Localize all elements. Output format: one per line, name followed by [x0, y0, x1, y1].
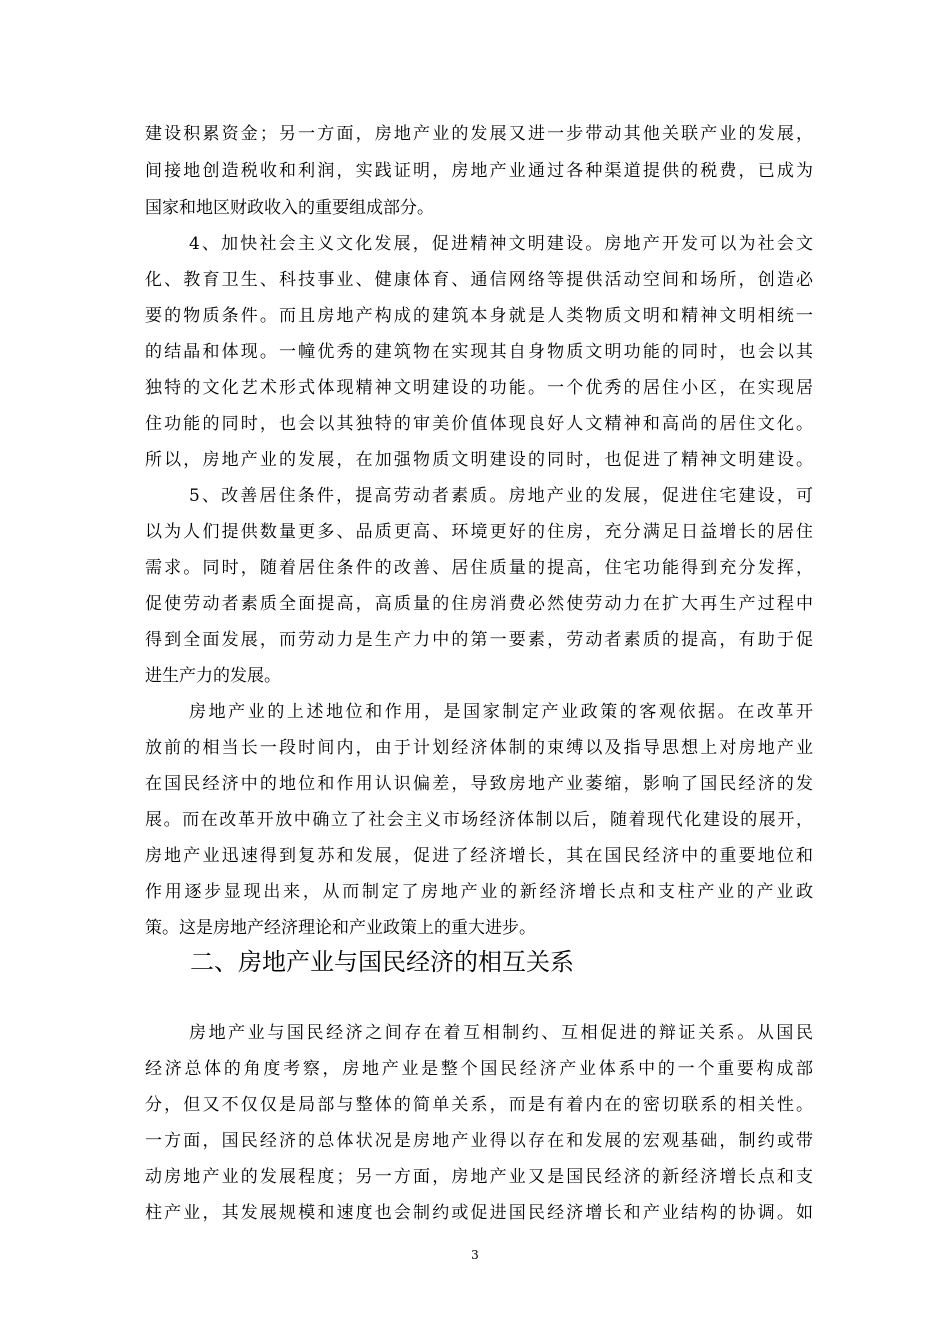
body-text-line: 间接地创造税收和利润，实践证明，房地产业通过各种渠道提供的税费，已成为	[145, 161, 813, 181]
body-text-line: 的结晶和体现。一幢优秀的建筑物在实现其自身物质文明功能的同时，也会以其	[145, 342, 813, 362]
body-text-line: 策。这是房地产经济理论和产业政策上的重大进步。	[145, 918, 536, 938]
body-text-line: 经济总体的角度考察，房地产业是整个国民经济产业体系中的一个重要构成部	[145, 1059, 813, 1079]
body-text-line: 房地产业的上述地位和作用，是国家制定产业政策的客观依据。在改革开	[189, 702, 813, 722]
body-text-line: 分，但又不仅仅是局部与整体的简单关系，而是有着内在的密切联系的相关性。	[145, 1095, 813, 1115]
body-text-line: 柱产业，其发展规模和速度也会制约或促进国民经济增长和产业结构的协调。如	[145, 1203, 813, 1223]
body-text-line: 独特的文化艺术形式体现精神文明建设的功能。一个优秀的居住小区，在实现居	[145, 378, 813, 398]
body-text-line: 以为人们提供数量更多、品质更高、环境更好的住房，充分满足日益增长的居住	[145, 522, 813, 542]
page-number: 3	[471, 1248, 479, 1262]
body-text-line: 得到全面发展，而劳动力是生产力中的第一要素，劳动者素质的提高，有助于促	[145, 630, 813, 650]
body-text-line: 在国民经济中的地位和作用认识偏差，导致房地产业萎缩，影响了国民经济的发	[145, 774, 813, 794]
body-text-line: 需求。同时，随着居住条件的改善、居住质量的提高，住宅功能得到充分发挥，	[145, 558, 813, 578]
body-text-line: 5、改善居住条件，提高劳动者素质。房地产业的发展，促进住宅建设，可	[189, 486, 813, 506]
body-text-line: 房地产业与国民经济之间存在着互相制约、互相促进的辩证关系。从国民	[189, 1023, 813, 1043]
body-text-line: 进生产力的发展。	[145, 666, 281, 686]
body-text-line: 4、加快社会主义文化发展，促进精神文明建设。房地产开发可以为社会文	[189, 234, 813, 254]
body-text-line: 化、教育卫生、科技事业、健康体育、通信网络等提供活动空间和场所，创造必	[145, 270, 813, 290]
section-heading: 二、房地产业与国民经济的相互关系	[190, 948, 574, 976]
body-text-line: 展。而在改革开放中确立了社会主义市场经济体制以后，随着现代化建设的展开，	[145, 810, 813, 830]
body-text-line: 房地产业迅速得到复苏和发展，促进了经济增长，其在国民经济中的重要地位和	[145, 846, 813, 866]
body-text-line: 一方面，国民经济的总体状况是房地产业得以存在和发展的宏观基础，制约或带	[145, 1131, 813, 1151]
body-text-line: 所以，房地产业的发展，在加强物质文明建设的同时，也促进了精神文明建设。	[145, 450, 813, 470]
body-text-line: 建设积累资金；另一方面，房地产业的发展又进一步带动其他关联产业的发展，	[145, 124, 813, 144]
body-text-line: 促使劳动者素质全面提高，高质量的住房消费必然使劳动力在扩大再生产过程中	[145, 594, 813, 614]
body-text-line: 要的物质条件。而且房地产构成的建筑本身就是人类物质文明和精神文明相统一	[145, 306, 813, 326]
body-text-line: 住功能的同时，也会以其独特的审美价值体现良好人文精神和高尚的居住文化。	[145, 414, 813, 434]
body-text-line: 动房地产业的发展程度；另一方面，房地产业又是国民经济的新经济增长点和支	[145, 1167, 813, 1187]
body-text-line: 作用逐步显现出来，从而制定了房地产业的新经济增长点和支柱产业的产业政	[145, 882, 813, 902]
body-text-line: 国家和地区财政收入的重要组成部分。	[145, 198, 434, 218]
body-text-line: 放前的相当长一段时间内，由于计划经济体制的束缚以及指导思想上对房地产业	[145, 738, 813, 758]
